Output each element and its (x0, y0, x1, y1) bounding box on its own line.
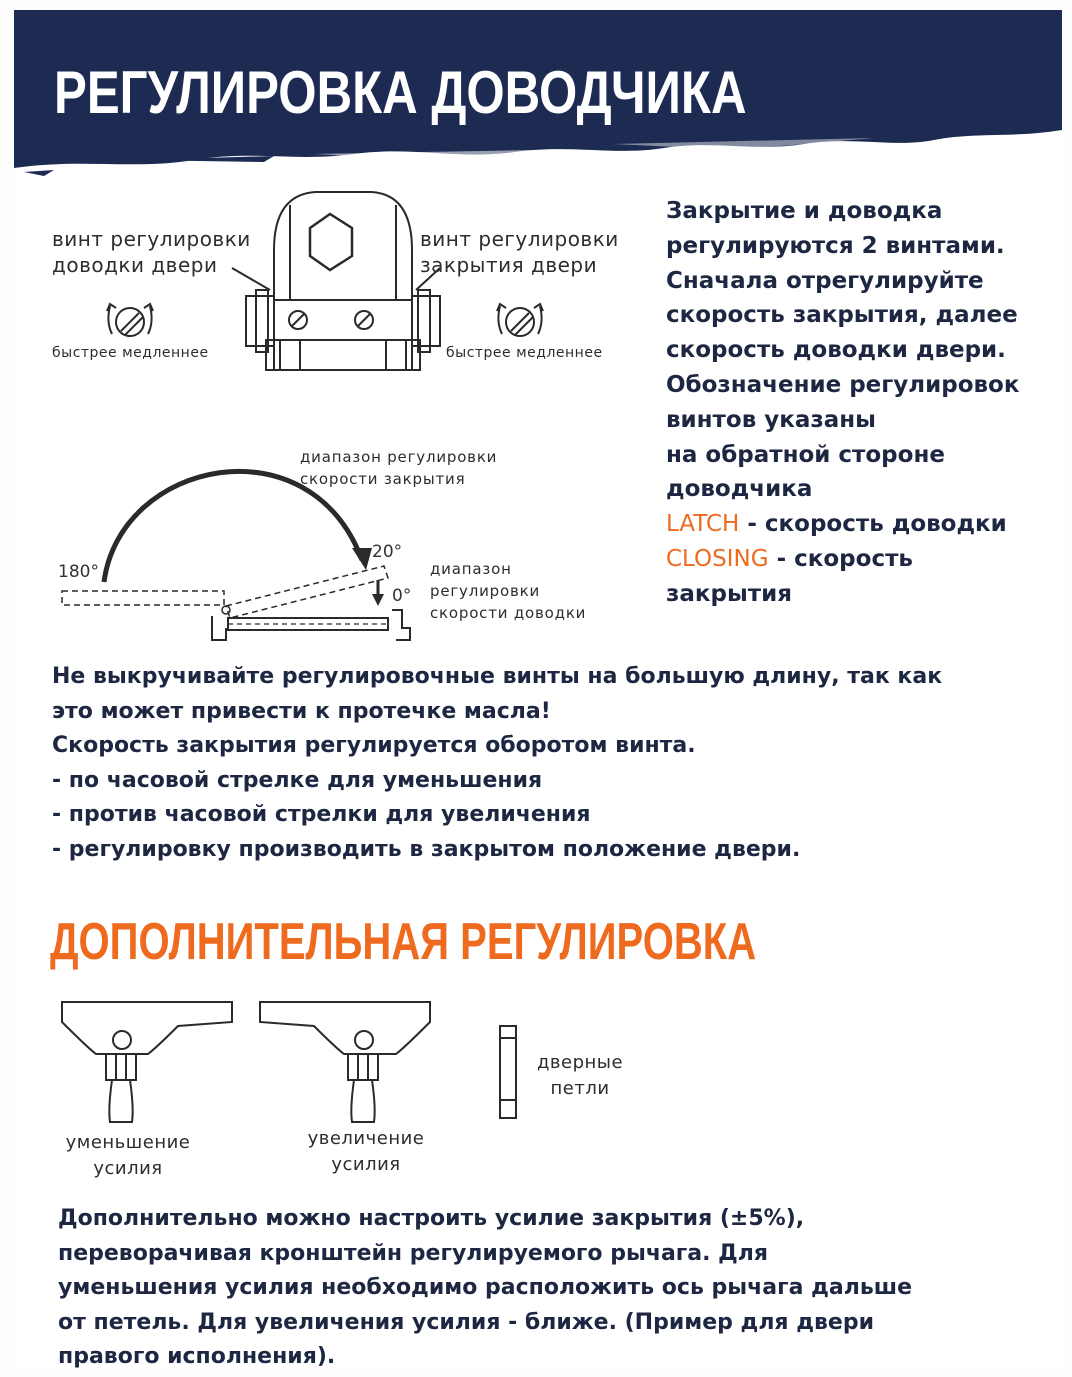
info-line: доводчика (666, 476, 813, 503)
left-screw-label-line1: винт регулировки (52, 227, 251, 251)
closing-range-label (300, 446, 497, 490)
latch-keyword: LATCH (666, 511, 740, 538)
adjustment-info-text (666, 194, 1056, 612)
paragraph-line: переворачивая кронштейн регулируемого рычага. Для (58, 1240, 768, 1266)
info-line: Закрытие и доводка (666, 198, 943, 224)
angle-0-value: 0 (392, 586, 403, 606)
warning-line: это может привести к протечке масла! (52, 698, 551, 724)
closing-description-end: закрытия (666, 580, 792, 607)
closing-range-label-line2: скорости закрытия (300, 470, 466, 488)
paragraph-line: Дополнительно можно настроить усилие закрытия (±5%), (58, 1206, 805, 1231)
closing-keyword: CLOSING (666, 545, 769, 572)
angle-180-value: 180 (58, 562, 91, 582)
bracket-decrease-icon (62, 1002, 232, 1122)
info-line: скорость закрытия, далее (666, 302, 1018, 329)
right-speed-labels: быстрее медленнее (446, 345, 603, 361)
door-hinges-label-line2: петли (550, 1078, 610, 1099)
latch-range-label (430, 558, 586, 624)
closing-description: - скорость (768, 545, 913, 572)
info-line: винтов указаны (666, 406, 876, 433)
latch-range-label-line1: диапазон (430, 560, 512, 578)
paragraph-line: от петель. Для увеличения усилия - ближе. (Пример для двери (58, 1309, 874, 1335)
warning-line: Скорость закрытия регулируется оборотом винта. (52, 733, 696, 759)
right-screw-label-line1: винт регулировки (420, 227, 619, 251)
right-screw-label (420, 226, 619, 278)
decrease-force-label (58, 1130, 198, 1182)
latch-line (666, 507, 1056, 542)
warning-line: - по часовой стрелке для уменьшения (52, 767, 543, 793)
door-hinges-label (530, 1050, 630, 1102)
info-line: скорость доводки двери. (666, 337, 1006, 364)
warning-text (52, 660, 942, 868)
section-title-additional-adjustment: ДОПОЛНИТЕЛЬНАЯ РЕГУЛИРОВКА (50, 913, 757, 971)
warning-line: - регулировку производить в закрытом положение двери. (52, 836, 801, 862)
info-line: регулируются 2 винтами. (666, 232, 1005, 259)
page-title: РЕГУЛИРОВКА ДОВОДЧИКА (54, 59, 747, 126)
angle-180-label: 180° (58, 562, 99, 582)
closer-body (274, 192, 412, 300)
warning-line: - против часовой стрелки для увеличения (52, 802, 591, 828)
increase-force-label (296, 1126, 436, 1178)
angle-20-label: 20° (372, 542, 403, 562)
info-line: Обозначение регулировок (666, 371, 1020, 398)
angle-20-value: 20 (372, 542, 394, 562)
warning-line: Не выкручивайте регулировочные винты на большую длину, так как (52, 664, 943, 689)
closing-line (666, 542, 1056, 577)
increase-force-label-line1: увеличение (307, 1128, 425, 1149)
additional-adjustment-text (58, 1202, 912, 1375)
decrease-force-label-line1: уменьшение (65, 1132, 191, 1153)
angle-0-label: 0° (392, 586, 412, 606)
hex-nut-icon (310, 214, 352, 270)
left-screw-label (52, 226, 251, 278)
left-speed-labels: быстрее медленнее (52, 345, 209, 361)
decrease-force-label-line2: усилия (93, 1158, 163, 1179)
door-hinge-icon (500, 1026, 516, 1118)
paragraph-line: уменьшения усилия необходимо расположить ось рычага дальше (58, 1275, 913, 1301)
right-screw-label-line2: закрытия двери (420, 253, 598, 277)
paragraph-line: правого исполнения). (58, 1344, 336, 1370)
info-line: на обратной стороне (666, 441, 945, 468)
latch-range-label-line3: скорости доводки (430, 604, 587, 622)
increase-force-label-line2: усилия (331, 1154, 401, 1175)
closing-range-label-line1: диапазон регулировки (300, 448, 498, 466)
door-hinges-label-line1: дверные (536, 1052, 624, 1073)
left-screw-label-line2: доводки двери (52, 253, 218, 277)
info-line: Сначала отрегулируйте (666, 267, 984, 294)
latch-range-label-line2: регулировки (430, 582, 540, 600)
latch-description: - скорость доводки (739, 511, 1007, 538)
bracket-increase-icon (260, 1002, 430, 1122)
